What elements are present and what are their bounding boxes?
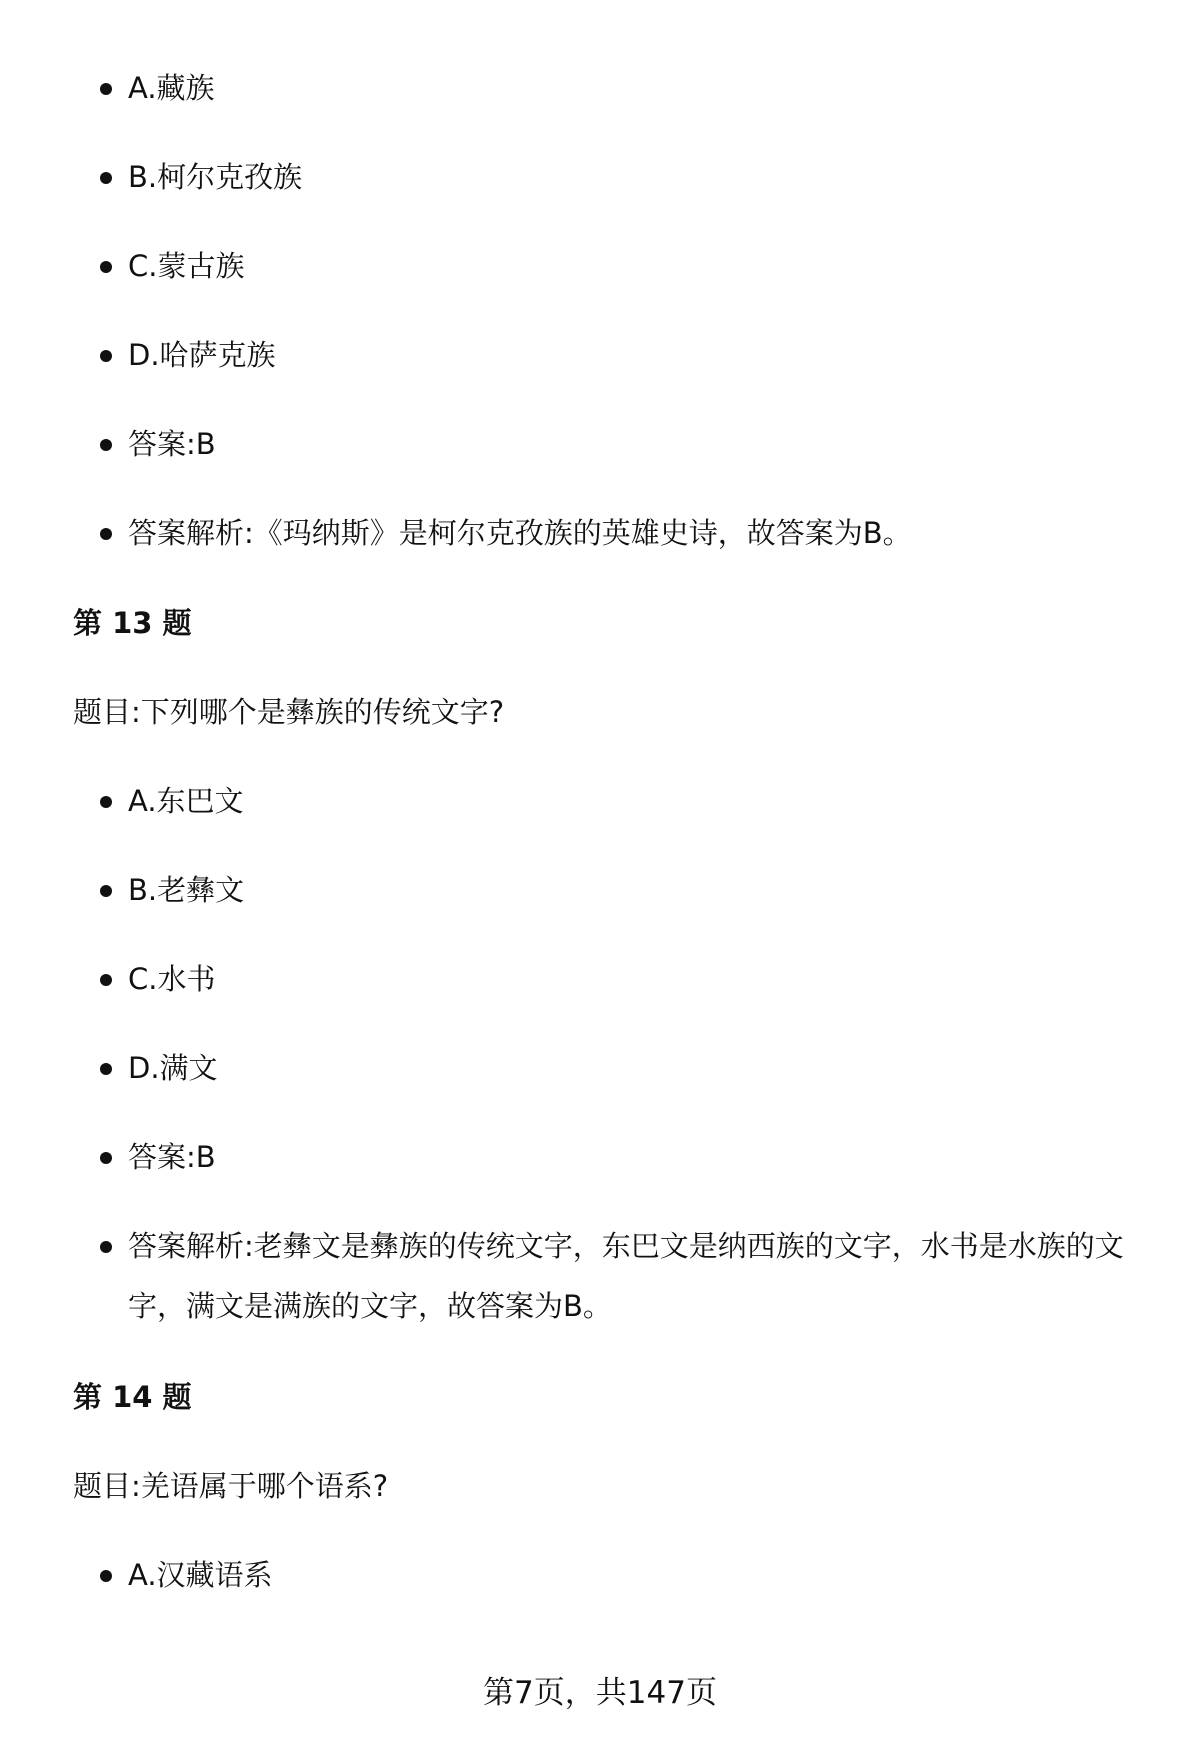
option-b — [128, 147, 1160, 207]
option-a — [128, 58, 1160, 118]
bullet-icon — [100, 1241, 112, 1253]
explanation-text: 答案解析:老彝文是彝族的传统文字，东巴文是纳西族的文字，水书是水族的文字，满文是满族的文字，故答案为B。 — [128, 1229, 1124, 1323]
option-d — [128, 1038, 1160, 1098]
option-c — [128, 236, 1160, 296]
answer-line — [128, 1127, 1160, 1187]
option-text: B.柯尔克孜族 — [128, 160, 303, 194]
option-a — [128, 771, 1160, 831]
option-text: D.哈萨克族 — [128, 338, 276, 372]
answer-line — [128, 414, 1160, 474]
option-c — [128, 949, 1160, 1009]
question-text: 题目:羌语属于哪个语系? — [73, 1469, 389, 1503]
bullet-icon — [100, 83, 112, 95]
bullet-icon — [100, 1063, 112, 1075]
answer-text: 答案:B — [128, 1140, 216, 1174]
page-number: 第7页，共147页 — [483, 1675, 717, 1711]
bullet-icon — [100, 528, 112, 540]
option-text: A.藏族 — [128, 71, 215, 105]
bullet-icon — [100, 974, 112, 986]
question-text: 题目:下列哪个是彝族的传统文字? — [73, 695, 505, 729]
bullet-icon — [100, 1570, 112, 1582]
question-heading: 第 13 题 — [73, 606, 192, 640]
option-text: A.汉藏语系 — [128, 1558, 273, 1592]
option-text: C.蒙古族 — [128, 249, 245, 283]
bullet-icon — [100, 439, 112, 451]
bullet-icon — [100, 885, 112, 897]
option-text: D.满文 — [128, 1051, 218, 1085]
bullet-icon — [100, 350, 112, 362]
option-d — [128, 325, 1160, 385]
answer-text: 答案:B — [128, 427, 216, 461]
bullet-icon — [100, 172, 112, 184]
option-text: B.老彝文 — [128, 873, 245, 907]
bullet-icon — [100, 796, 112, 808]
option-text: C.水书 — [128, 962, 216, 996]
bullet-icon — [100, 261, 112, 273]
option-text: A.东巴文 — [128, 784, 244, 818]
question-heading: 第 14 题 — [73, 1380, 192, 1414]
explanation-text: 答案解析:《玛纳斯》是柯尔克孜族的英雄史诗，故答案为B。 — [128, 516, 912, 550]
explanation-line — [128, 1216, 1160, 1336]
option-a — [128, 1545, 1160, 1605]
explanation-line — [128, 503, 1160, 563]
option-b — [128, 860, 1160, 920]
bullet-icon — [100, 1152, 112, 1164]
